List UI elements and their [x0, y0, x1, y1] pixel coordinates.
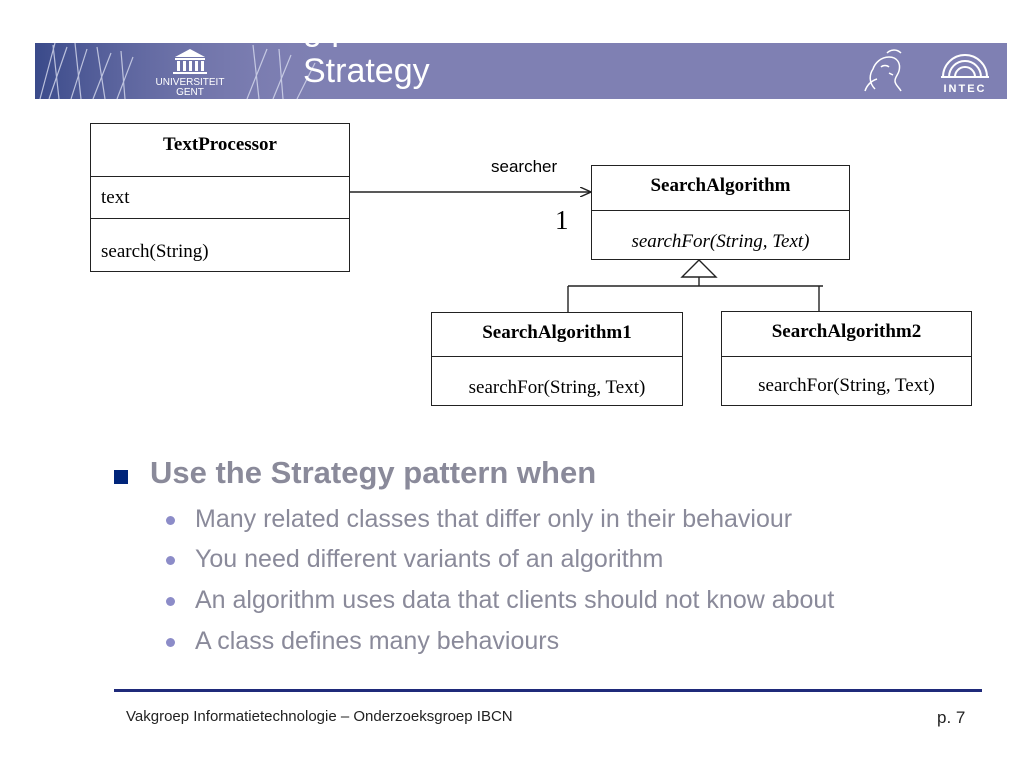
page-number: p. 7 [937, 708, 966, 727]
class-name: TextProcessor [163, 134, 277, 155]
svg-text:INTEC: INTEC [943, 83, 987, 95]
class-search-algorithm2 [721, 311, 972, 406]
class-operation: searchFor(String, Text) [722, 356, 971, 405]
class-text-processor [90, 123, 350, 272]
slide-title: Strategy [303, 52, 430, 90]
class-name: SearchAlgorithm2 [771, 321, 922, 342]
bullet-item: An algorithm uses data that clients should not know about [195, 586, 835, 614]
class-operation: searchFor(String, Text) [592, 210, 849, 259]
slide-title-cut-off: g p [303, 10, 351, 48]
bullet-dot-marker [166, 638, 175, 647]
bullet-dot-marker [166, 556, 175, 565]
association-role-label: searcher [491, 157, 558, 176]
class-operation: search(String) [91, 218, 349, 271]
svg-text:GENT: GENT [176, 87, 204, 98]
footer-department: Vakgroep Informatietechnologie – Onderzoeksgroep IBCN [126, 708, 513, 725]
bullet-dot-marker [166, 516, 175, 525]
class-operation: searchFor(String, Text) [432, 356, 682, 405]
association-multiplicity: 1 [555, 205, 569, 235]
bullet-square-marker [114, 470, 128, 484]
class-name: SearchAlgorithm1 [482, 322, 632, 343]
bullet-item: You need different variants of an algorithm [195, 545, 664, 573]
footer-rule [114, 689, 982, 692]
class-search-algorithm1 [431, 312, 683, 406]
bullet-item: A class defines many behaviours [195, 627, 560, 655]
bullet-heading: Use the Strategy pattern when [150, 455, 597, 490]
bullet-item: Many related classes that differ only in their behaviour [195, 505, 793, 533]
bullet-dot-marker [166, 597, 175, 606]
class-attribute: text [91, 176, 349, 218]
class-search-algorithm [591, 165, 850, 260]
svg-text:UNIVERSITEIT: UNIVERSITEIT [155, 77, 225, 88]
class-name: SearchAlgorithm [650, 175, 791, 196]
inheritance-triangle [682, 260, 716, 277]
